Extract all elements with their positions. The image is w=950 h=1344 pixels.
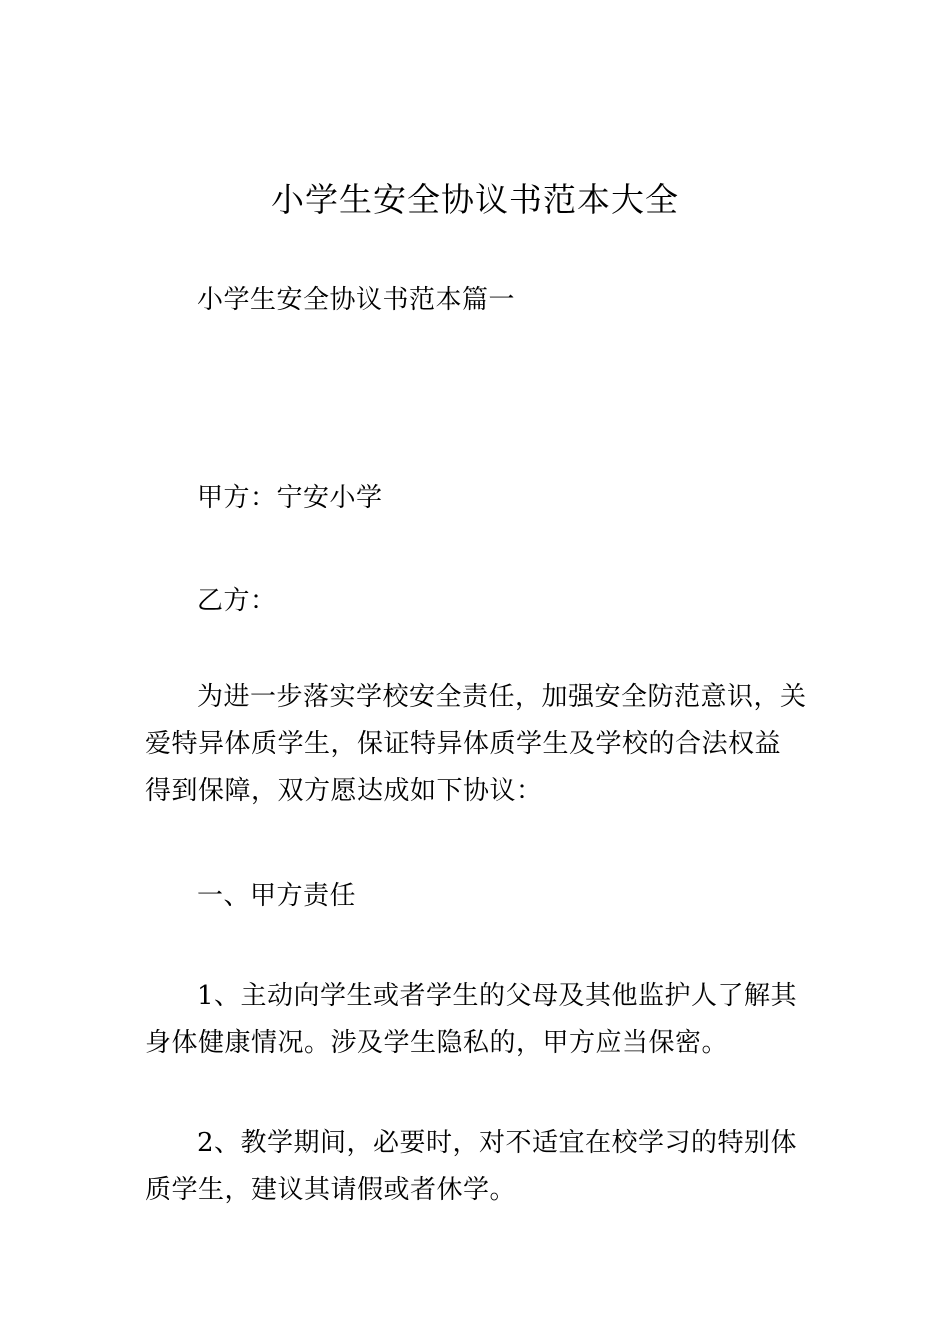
document-title: 小学生安全协议书范本大全 — [271, 180, 679, 219]
section-heading-party-a-duties: 一、甲方责任 — [197, 881, 357, 911]
party-b-line: 乙方： — [197, 586, 277, 616]
party-a-line: 甲方：宁安小学 — [197, 483, 383, 513]
document-subtitle: 小学生安全协议书范本篇一 — [197, 285, 516, 315]
clause-item-1: 1、主动向学生或者学生的父母及其他监护人了解其身体健康情况。涉及学生隐私的，甲方应当保密。 — [145, 981, 798, 1058]
clause-item-2: 2、教学期间，必要时，对不适宜在校学习的特别体质学生，建议其请假或者休学。 — [145, 1128, 798, 1205]
intro-paragraph: 为进一步落实学校安全责任，加强安全防范意识，关爱特异体质学生，保证特异体质学生及学校的合法权益得到保障，双方愿达成如下协议： — [145, 682, 807, 806]
